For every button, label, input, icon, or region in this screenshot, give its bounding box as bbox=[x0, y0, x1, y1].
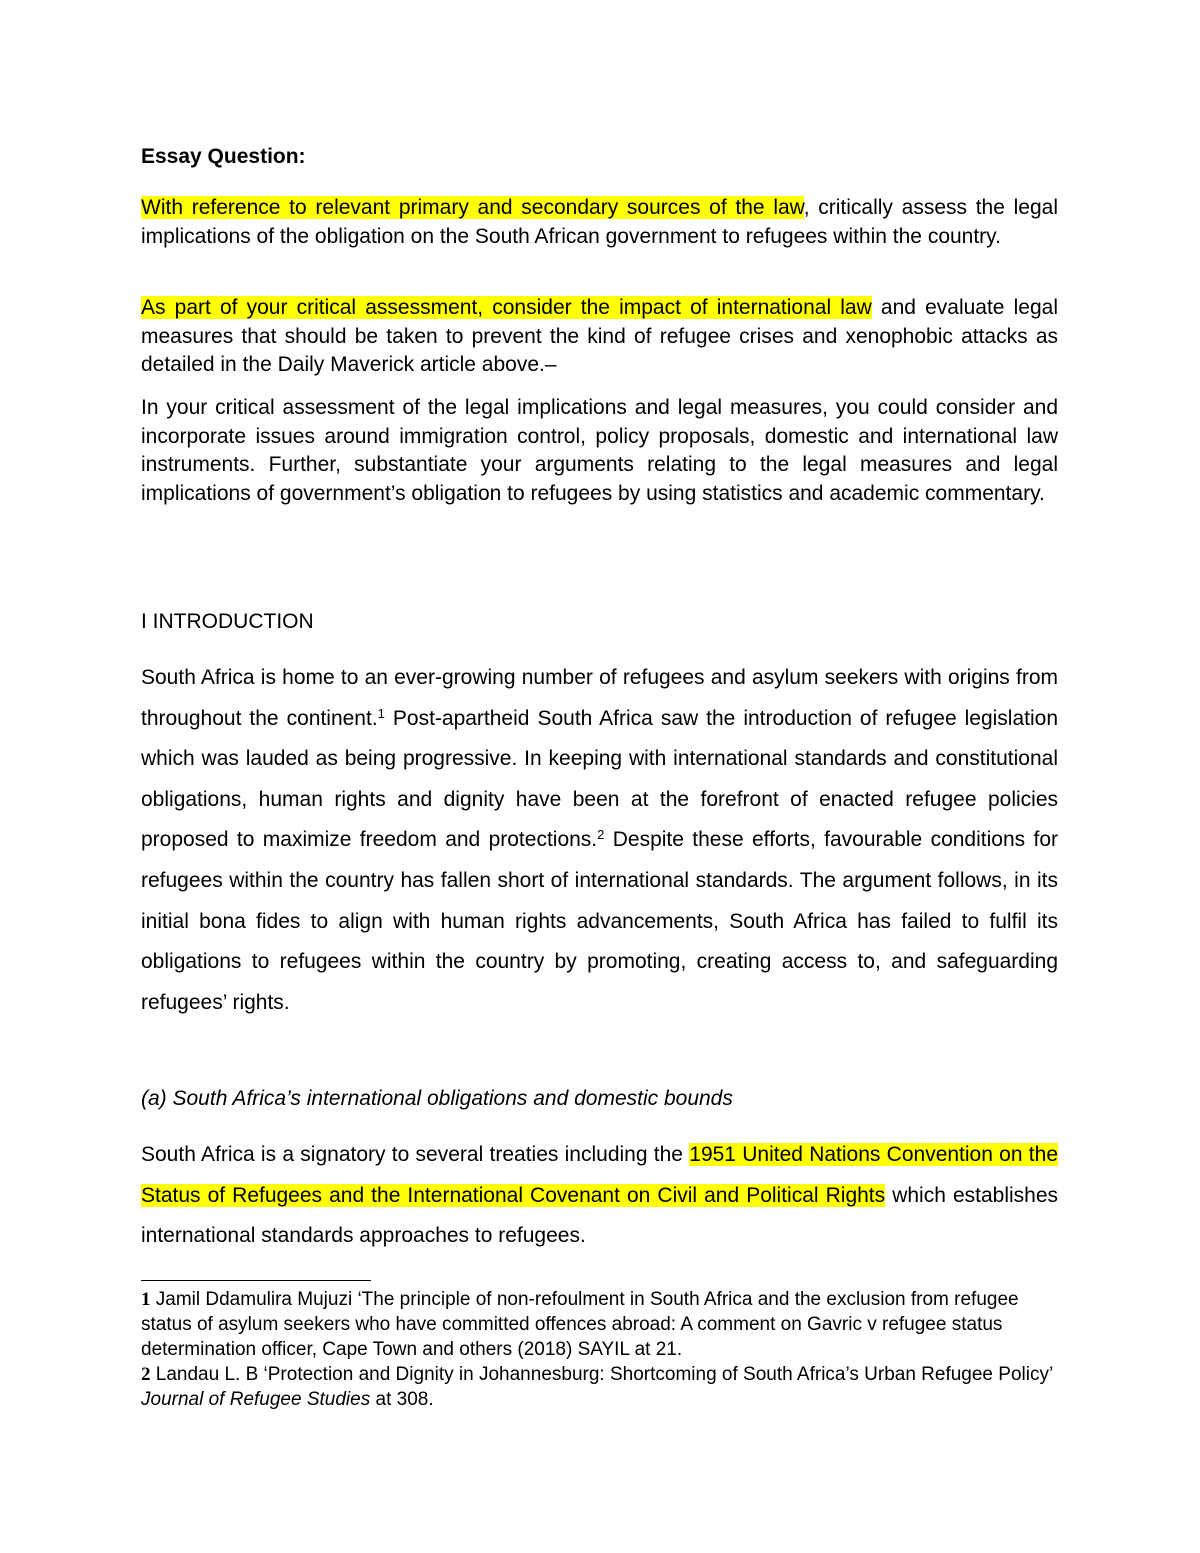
section-a-paragraph bbox=[141, 1135, 1058, 1257]
paragraph-text: Despite these efforts, favourable conditions for refugees within the country has fallen short of international standards. The argument follows, in its initial bona fides to align with human rights advancements, South Africa has failed to fulfil its obligations to refugees within the country by promoting, creating access to, and safeguarding refugees’ rights. bbox=[141, 828, 1058, 1014]
introduction-paragraph bbox=[141, 658, 1058, 1023]
footnote-number: 1 bbox=[141, 1289, 151, 1310]
footnote-2 bbox=[141, 1362, 1071, 1412]
paragraph-text: Post-apartheid South Africa saw the introduction of refugee legislation which was lauded as being progressive. In keeping with international standards and constitutional obligations, human rights and dignity have been at the forefront of enacted refugee policies proposed to maximize freedom and protections. bbox=[141, 706, 1058, 852]
highlighted-text: With reference to relevant primary and secondary sources of the law bbox=[141, 196, 804, 219]
footnote-separator bbox=[141, 1280, 371, 1281]
essay-question-paragraph-2 bbox=[141, 294, 1058, 380]
footnote-reference-1: 1 bbox=[377, 705, 385, 721]
footnotes bbox=[141, 1287, 1071, 1412]
journal-title: Journal of Refugee Studies bbox=[141, 1389, 371, 1410]
paragraph-text: and evaluate legal measures that should be taken to prevent the kind of refugee crises and xenophobic attacks as detailed in the Daily Maverick article above.– bbox=[141, 296, 1058, 376]
paragraph-text: , critically assess the legal implications of the obligation on the South African government to refugees within the country. bbox=[141, 196, 1058, 248]
document-page bbox=[141, 0, 1058, 1553]
introduction-heading: I INTRODUCTION bbox=[141, 610, 314, 633]
footnote-text: at 308. bbox=[370, 1389, 434, 1410]
footnote-number: 2 bbox=[141, 1364, 151, 1385]
footnote-1 bbox=[141, 1287, 1071, 1362]
highlighted-text: As part of your critical assessment, consider the impact of international law bbox=[141, 296, 872, 319]
footnote-reference-2: 2 bbox=[597, 827, 605, 843]
essay-question-paragraph-1 bbox=[141, 194, 1058, 251]
paragraph-text: South Africa is home to an ever-growing number of refugees and asylum seekers with origins from throughout the continent. bbox=[141, 666, 1058, 730]
highlighted-text: 1951 United Nations Convention on the Status of Refugees and the International Covenant on Civil and Political Rights bbox=[141, 1143, 1058, 1207]
essay-question-paragraph-3: In your critical assessment of the legal implications and legal measures, you could consider and incorporate issues around immigration control, policy proposals, domestic and international law instruments. Further, substantiate your arguments relating to the legal measures and legal implications of government’s obligation to refugees by using statistics and academic commentary. bbox=[141, 396, 1058, 505]
paragraph-text: which establishes international standards approaches to refugees. bbox=[141, 1183, 1059, 1248]
essay-question-heading: Essay Question: bbox=[141, 145, 306, 168]
footnote-text: Jamil Ddamulira Mujuzi ‘The principle of non-refoulment in South Africa and the exclusion from refugee status of asylum seekers who have committed offences abroad: A comment on Gavric v refugee status determination officer, Cape Town and others (2018) SAYIL at 21. bbox=[141, 1289, 1019, 1360]
paragraph-text: South Africa is a signatory to several treaties including the bbox=[141, 1143, 690, 1166]
section-a-heading: (a) South Africa’s international obligations and domestic bounds bbox=[141, 1087, 733, 1110]
footnote-text: Landau L. B ‘Protection and Dignity in Johannesburg: Shortcoming of South Africa’s Urban Refugee Policy’ bbox=[150, 1364, 1053, 1385]
